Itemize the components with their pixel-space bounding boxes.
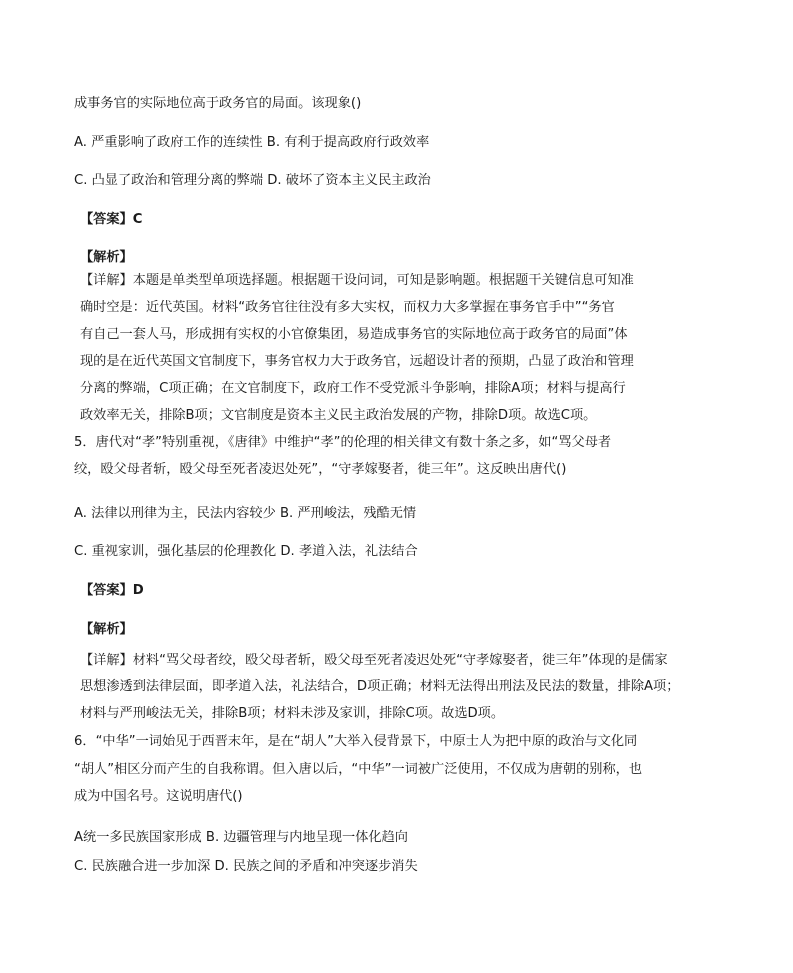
q4-detail-line-1: 【详解】本题是单类型单项选择题。根据题干设问词，可知是影响题。根据题干关键信息可知准 — [80, 273, 634, 288]
q6-options-ab: A统一多民族国家形成 B. 边疆管理与内地呈现一体化趋向 — [74, 830, 408, 845]
q4-options-cd: C. 凸显了政治和管理分离的弊端 D. 破坏了资本主义民主政治 — [74, 173, 431, 188]
q5-options-cd: C. 重视家训，强化基层的伦理教化 D. 孝道入法，礼法结合 — [74, 544, 418, 559]
q6-stem-line-2: “胡人”相区分而产生的自我称谓。但入唐以后，“中华”一词被广泛使用，不仅成为唐朝的别称，也 — [74, 762, 643, 777]
q6-stem-line-3: 成为中国名号。这说明唐代() — [74, 789, 243, 804]
q5-detail-line-3: 材料与严刑峻法无关，排除B项；材料未涉及家训，排除C项。故选D项。 — [80, 706, 505, 721]
q4-detail-line-4: 现的是在近代英国文官制度下，事务官权力大于政务官，远超设计者的预期，凸显了政治和管理 — [80, 354, 634, 369]
q4-answer: 【答案】C — [80, 212, 143, 227]
q5-analysis-label: 【解析】 — [80, 622, 133, 637]
q5-options-ab: A. 法律以刑律为主，民法内容较少 B. 严刑峻法，残酷无情 — [74, 506, 417, 521]
q4-options-ab: A. 严重影响了政府工作的连续性 B. 有利于提高政府行政效率 — [74, 135, 430, 150]
q4-stem-tail: 成事务官的实际地位高于政务官的局面。该现象() — [74, 96, 362, 111]
q5-answer: 【答案】D — [80, 583, 144, 598]
q4-analysis-label: 【解析】 — [80, 250, 133, 265]
q5-detail-line-2: 思想渗透到法律层面，即孝道入法，礼法结合，D项正确；材料无法得出刑法及民法的数量，排除A项； — [80, 679, 680, 694]
q6-options-cd: C. 民族融合进一步加深 D. 民族之间的矛盾和冲突逐步消失 — [74, 859, 418, 874]
q4-detail-line-6: 政效率无关，排除B项；文官制度是资本主义民主政治发展的产物，排除D项。故选C项。 — [80, 408, 597, 423]
q4-detail-line-5: 分离的弊端，C项正确；在文官制度下，政府工作不受党派斗争影响，排除A项；材料与提高行 — [80, 381, 626, 396]
q4-detail-line-3: 有自己一套人马，形成拥有实权的小官僚集团，易造成事务官的实际地位高于政务官的局面”体 — [80, 327, 628, 342]
q4-detail-line-2: 确时空是：近代英国。材料“政务官往往没有多大实权，而权力大多掌握在事务官手中”“务官 — [80, 300, 615, 315]
q5-stem-line-1: 5．唐代对“孝”特别重视，《唐律》中维护“孝”的伦理的相关律文有数十条之多，如“骂父母者 — [74, 435, 612, 450]
q5-detail-line-1: 【详解】材料“骂父母者绞，殴父母者斩，殴父母至死者凌迟处死“守孝嫁娶者，徙三年”体现的是儒家 — [80, 653, 668, 668]
q5-stem-line-2: 绞，殴父母者斩，殴父母至死者凌迟处死”，“守孝嫁娶者，徙三年”。这反映出唐代() — [74, 462, 567, 477]
q6-stem-line-1: 6．“中华”一词始见于西晋末年，是在“胡人”大举入侵背景下，中原士人为把中原的政治与文化同 — [74, 734, 638, 749]
